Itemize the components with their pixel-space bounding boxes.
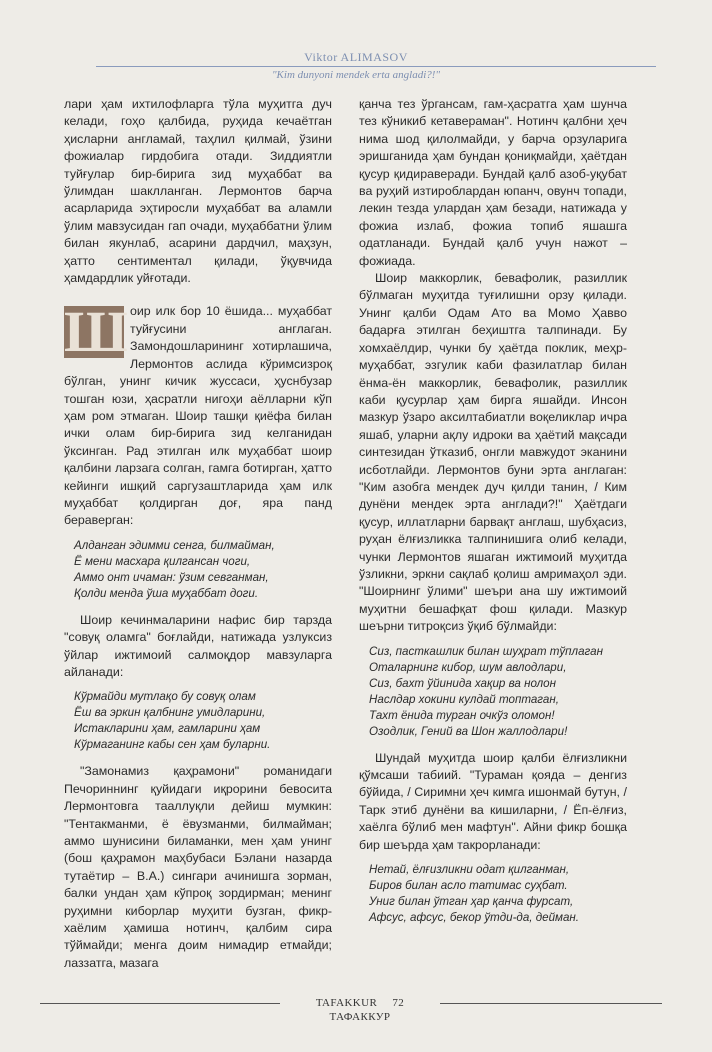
verse-line: Аммо онт ичаман: ўзим севганман, — [74, 570, 269, 584]
verse-block-4 — [369, 862, 627, 926]
right-column — [359, 96, 627, 936]
verse-line: Сиз, пасткашлик билан шуҳрат тўплаган — [369, 644, 603, 658]
page-footer — [40, 996, 660, 1023]
left-paragraph-3: Шоир кечинмаларини нафис бир тарзда "совуқ оламга" боғлайди, натижада узлуксиз ўйлар ижтимоий салмоқдор мавзуларга айланади: — [64, 612, 332, 679]
verse-block-3 — [369, 644, 627, 740]
header-author: Viktor ALIMASOV — [304, 50, 408, 64]
footer-rule-left — [40, 1003, 280, 1004]
verse-line: Афсус, афсус, бекор ўтди-да, дейман. — [369, 911, 580, 925]
drop-cap: Ш — [64, 299, 128, 365]
paragraph-gap — [64, 287, 332, 295]
left-paragraph-4: "Замонамиз қаҳрамони" романидаги Печориннинг қуйидаги иқрорини бевосита Лермонтовга тааллуқли дейиш мумкин: "Тентакманми, ё ёвузманми, билмайман; аммо шунисини биламанки, мен ҳам унинг (бош қаҳрамон маҳбубаси Бэлани назарда тутаётир – В.А.) сингари ачинишга зорман, балки ундан ҳам кўпроқ зордирман; менинг руҳимни киборлар муҳити бузган, фикр-хаёлим ҳамиша нотинч, қалбим сира тўймайди; менга доим нимадир етмайди; лаззатга, мазага — [64, 764, 332, 970]
verse-block-2 — [74, 689, 332, 753]
right-paragraph-2: Шоир маккорлик, бевафолик, разиллик бўлмаган муҳитда туғилишни орзу қилади. Унинг қалби Одам Ато ва Момо Ҳавво бадарға этилган беҳиштга талпинади. Бу хомхаёлдир, чунки бу ҳаётда поклик, меҳр-муҳаббат, эзгулик каби фазилатлар билан ёнма-ён маккорлик, бевафолик, разиллик каби қусурлар ҳам бирга яшайди. Инсон мазкур ўзаро аксилтабиатли воқеликлар ичра яшаб, уларни ақлу идроки ва ҳаётий мақсади синтезидан ўтказиб, онгли мавжудот эканини исботлайди. Лермонтов буни эрта англаган: "Ким азобга мендек дуч қилди танин, / Ким дунёни мендек эрта англади?!" Ҳаётдаги қусур, иллатларни барвақт англаш, шубҳасиз, руҳан ёлғизликка талпинишига олиб келади, чунки Лермонтов яшаган ижтимоий муҳитда ўзликни, эркни сақлаб қолиш амримаҳол эди. "Шоирнинг ўлими" шеъри ана шу ижтимоий муҳитни бешафқат фош қилади. Мазкур шеърни титроқсиз ўқиб бўлмайди: — [359, 271, 627, 634]
footer-text — [280, 996, 440, 1024]
footer-title-latin: TAFAKKUR — [315, 997, 378, 1009]
left-paragraph-2 — [64, 299, 332, 529]
verse-line: Озодлик, Гений ва Шон жаллодлари! — [369, 724, 568, 738]
verse-line: Ёш ва эркин қалбнинг умидларини, — [74, 706, 266, 720]
verse-line: Қолди менда ўша муҳаббат доги. — [74, 586, 259, 600]
footer-rule-right — [440, 1003, 662, 1004]
right-paragraph-1: қанча тез ўргансам, гам-ҳасратга ҳам шунча тез кўникиб кетаверaман". Нотинч қалбни ҳеч нима шод қилолмайди, у барча орзуларига эришганида ҳам бундан қониқмайди, ҳаётдан қусур қидираверади. Бундай қалб азоб-уқубат ва руҳий изтироблардан юпанч, овунч топади, лекин тезда улардан ҳам безади, натижада у фожиа излаб, фожиа топиб яшашга одатланади. Бундай қалб учун нажот – фожиада. — [359, 97, 627, 268]
verse-line: Тахт ёнида турган очкўз оломон! — [369, 708, 555, 722]
left-paragraph-1: лари ҳам ихтилофларга тўла муҳитга дуч келади, гоҳо қалбида, руҳида кечаётган ҳисларни англамай, таҳлил қилмай, ўзини фожиалар гирдобига отади. Зиддиятли туйғулар бир-бирига зид муҳаббат ва ўлимдан шаклланган. Лермонтов барча асарларида эҳтиросли муҳаббат ва аламли ўлим мавзусидан гап очади, муҳаббатни ўлим билан якунлаб, асарини дардчил, маҳзун, ҳатто сентиментал қилади, ўқувчида ҳамдардлик уйғотади. — [64, 97, 332, 286]
verse-line: Униг билан ўтган ҳар қанча фурсат, — [369, 895, 574, 909]
verse-line: Истакларини ҳам, гамларини ҳам — [74, 722, 261, 736]
verse-line: Ё мени масхара қилгансан чоги, — [74, 554, 251, 568]
verse-line: Алданган эдимми сенга, билмайман, — [74, 538, 275, 552]
left-column — [64, 96, 332, 972]
running-header — [0, 50, 712, 82]
verse-line: Наслдар хокини кулдай топтаган, — [369, 692, 559, 706]
verse-line: Кўрмаганинг кабы сен ҳам буларни. — [74, 738, 271, 752]
right-paragraph-3: Шундай муҳитда шоир қалби ёлғизликни қўмсаши табиий. "Тураман қояда – денгиз бўйида, / Сиримни ҳеч кимга ишонмай бутун, / Тарк этиб дунёни ва кишиларни, / Ёп-ёлғиз, хаёлга бўлиб мен мафтун". Айни фикр бошқа бир шеърда ҳам такрорланади: — [359, 750, 627, 852]
verse-block-1 — [74, 538, 332, 602]
page-number: 72 — [392, 997, 405, 1009]
left-paragraph-2-text: оир илк бор 10 ёшида... муҳаббат туйғусини англаган. Замондошларининг хотирлашича, Лермонтов аслида кўримсизроқ бўлган, унинг кичик жуссаси, ҳуснбузар тошган юзи, ҳасратли нигоҳи аёлларни кўп ҳам ром этмаган. Шоир ташқи қиёфа билан ички олам бир-бирига зид келганидан ўксинган. Рад этилган илк муҳаббат шоир қалбини ларзага солган, гамга ботирган, ҳатто кейинги ишқий саргузаштларида ҳам илк муҳаббат қолдирган доғ, яра панд берaверган: — [64, 304, 332, 528]
verse-line: Оталарнинг кибор, шум авлодлари, — [369, 660, 567, 674]
verse-line: Сиз, бахт ўйинида хақир ва нолон — [369, 676, 557, 690]
verse-line: Биров билан асло татимас суҳбат. — [369, 879, 568, 893]
verse-line: Нетай, ёлғизликни одат қилганман, — [369, 863, 570, 877]
footer-title-cyrillic: ТАФАККУР — [329, 1011, 391, 1023]
header-subtitle: "Kim dunyoni mendek erta angladi?!" — [271, 69, 441, 81]
verse-line: Кўрмайди мутлақо бу совуқ олам — [74, 690, 256, 704]
header-rule — [96, 66, 656, 67]
